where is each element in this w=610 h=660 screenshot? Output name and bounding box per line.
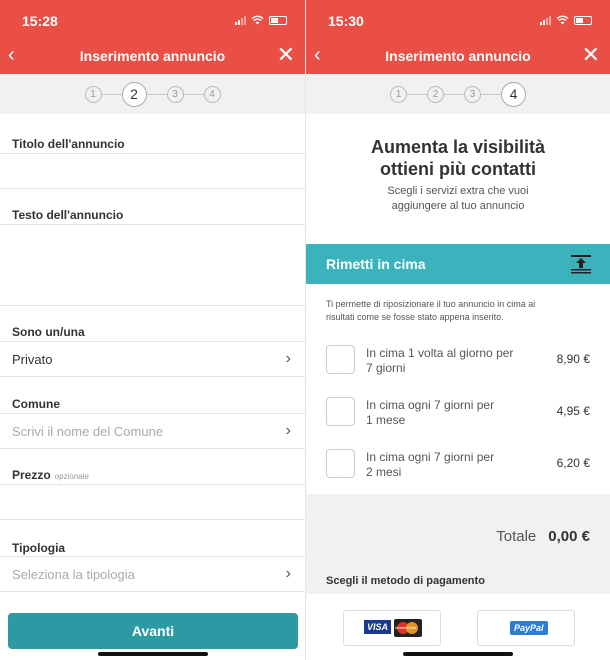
step-3: 3 xyxy=(167,86,184,103)
mastercard-logo xyxy=(394,619,422,637)
close-icon[interactable]: ✕ xyxy=(581,42,600,67)
nav-bar xyxy=(0,40,305,74)
description-line-1: Ti permette di riposizionare il tuo annuncio in cima ai xyxy=(326,299,536,309)
status-bar xyxy=(306,0,610,40)
option-line-1: In cima ogni 7 giorni per xyxy=(366,450,495,464)
status-time: 15:28 xyxy=(22,13,58,29)
tipologia-placeholder: Seleziona la tipologia xyxy=(12,567,135,582)
comune-placeholder: Scrivi il nome del Comune xyxy=(12,424,164,439)
step-4: 4 xyxy=(501,82,526,107)
step-1: 1 xyxy=(85,86,102,103)
right-screen xyxy=(305,0,610,660)
testo-label: Testo dell'annuncio xyxy=(12,208,124,222)
nav-bar xyxy=(306,40,610,74)
option-text xyxy=(366,398,536,428)
prezzo-label-row xyxy=(0,468,89,482)
back-icon[interactable]: ‹ xyxy=(8,44,15,66)
nav-title: Inserimento annuncio xyxy=(385,48,531,64)
payment-title: Scegli il metodo di pagamento xyxy=(326,575,485,587)
status-time: 15:30 xyxy=(328,13,364,29)
avanti-button[interactable]: Avanti xyxy=(8,613,298,649)
subheadline-line-2: aggiungere al tuo annuncio xyxy=(391,200,525,212)
step-4: 4 xyxy=(204,86,221,103)
prezzo-input[interactable] xyxy=(0,484,305,520)
headline-line-2: ottieni più contatti xyxy=(380,159,536,179)
tipologia-label: Tipologia xyxy=(12,541,66,555)
battery-icon xyxy=(574,16,592,25)
titolo-input[interactable] xyxy=(0,153,305,189)
option-price: 4,95 € xyxy=(556,404,590,418)
card-payment-button[interactable] xyxy=(343,610,441,646)
comune-label: Comune xyxy=(12,397,60,411)
option-row[interactable] xyxy=(326,449,594,493)
option-line-2: 7 giorni xyxy=(366,361,406,375)
close-icon[interactable]: ✕ xyxy=(276,42,295,67)
paypal-button[interactable] xyxy=(477,610,575,646)
tipologia-select[interactable] xyxy=(0,556,305,592)
status-icons xyxy=(235,15,287,25)
option-text xyxy=(366,450,536,480)
home-indicator xyxy=(403,652,513,656)
sono-select[interactable] xyxy=(0,341,305,377)
option-checkbox[interactable] xyxy=(326,449,355,478)
option-row[interactable] xyxy=(326,397,594,441)
wifi-icon xyxy=(251,15,264,25)
home-indicator xyxy=(98,652,208,656)
sono-label: Sono un/una xyxy=(12,325,85,339)
prezzo-label: Prezzo xyxy=(12,468,51,482)
description-line-2: risultati come se fosse stato appena inserito. xyxy=(326,312,504,322)
status-icons xyxy=(540,15,592,25)
comune-select[interactable] xyxy=(0,413,305,449)
totale-value: 0,00 € xyxy=(548,528,590,545)
testo-textarea[interactable] xyxy=(0,224,305,306)
option-text xyxy=(366,346,536,376)
step-2: 2 xyxy=(427,86,444,103)
mastercard-text: MasterCard xyxy=(395,625,416,630)
section-title: Rimetti in cima xyxy=(326,256,426,272)
option-line-2: 1 mese xyxy=(366,413,406,427)
option-price: 8,90 € xyxy=(556,352,590,366)
step-3: 3 xyxy=(464,86,481,103)
signal-icon xyxy=(235,16,246,25)
step-1: 1 xyxy=(390,86,407,103)
sono-value: Privato xyxy=(12,352,53,367)
signal-icon xyxy=(540,16,551,25)
bump-up-icon xyxy=(570,254,592,274)
step-2: 2 xyxy=(122,82,147,107)
headline-block xyxy=(306,136,610,214)
headline-line-1: Aumenta la visibilità xyxy=(370,137,546,157)
totale-label: Totale xyxy=(496,528,537,545)
option-line-2: 2 mesi xyxy=(366,465,402,479)
titolo-label: Titolo dell'annuncio xyxy=(12,137,125,151)
wifi-icon xyxy=(556,15,569,25)
prezzo-optional: opzionale xyxy=(54,472,89,481)
battery-icon xyxy=(269,16,287,25)
option-price: 6,20 € xyxy=(556,456,590,470)
subheadline-line-1: Scegli i servizi extra che vuoi xyxy=(387,185,529,197)
totale-row xyxy=(496,528,590,545)
status-bar xyxy=(0,0,305,40)
section-description xyxy=(306,298,610,324)
back-icon[interactable]: ‹ xyxy=(314,44,321,66)
visa-logo: VISA xyxy=(364,620,391,634)
nav-title: Inserimento annuncio xyxy=(79,48,226,64)
stepper xyxy=(306,74,610,114)
option-row[interactable] xyxy=(326,345,594,389)
option-line-1: In cima ogni 7 giorni per xyxy=(366,398,495,412)
option-line-1: In cima 1 volta al giorno per xyxy=(366,346,514,360)
chevron-right-icon: › xyxy=(285,565,291,582)
chevron-right-icon: › xyxy=(285,350,291,367)
chevron-right-icon: › xyxy=(285,422,291,439)
stepper xyxy=(0,74,305,114)
option-checkbox[interactable] xyxy=(326,345,355,374)
option-checkbox[interactable] xyxy=(326,397,355,426)
paypal-logo: PayPal xyxy=(510,621,548,635)
rimetti-in-cima-header xyxy=(306,244,610,284)
